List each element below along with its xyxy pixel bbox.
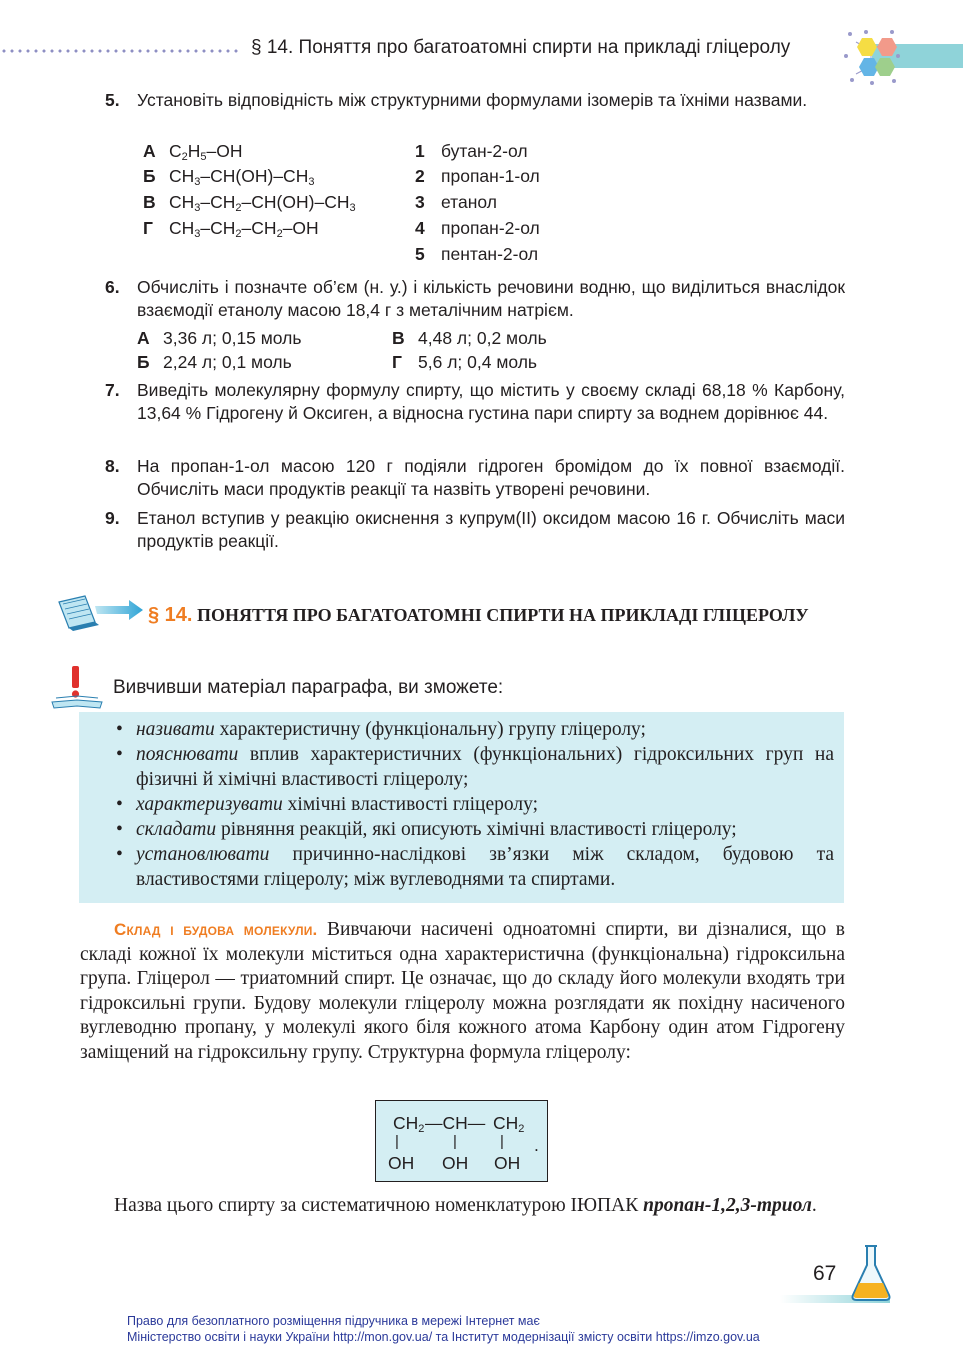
exercise-text: Установіть відповідність між структурними формулами ізомерів та їхніми назвами. <box>137 90 808 110</box>
list-item: • називати характеристичну (функціональну) групу гліцеролу; <box>114 717 834 742</box>
exercise-6 <box>105 276 845 322</box>
list-item: • пояснювати вплив характеристичних (функціональних) гідроксильних груп на фізичні й хімічні властивості гліцеролу; <box>114 742 834 792</box>
formula-b: $CH_3-CH(OH)-CH_3$ <box>169 166 315 188</box>
iupac-name: пропан-1,2,3-триол <box>643 1195 812 1216</box>
page-number: 67 <box>813 1262 837 1285</box>
section-heading <box>148 602 848 630</box>
exercise-text: Етанол вступив у реакцію окиснення з купрум(ІІ) оксидом масою 16 г. Обчисліть маси продуктів реакції. <box>137 508 845 551</box>
exercise-text: На пропан-1-ол масою 120 г подіяли гідроген бромідом до їх повної взаємодії. Обчисліть маси продуктів реакції та назвіть утворені речовини. <box>137 456 845 499</box>
list-item: • установлювати причинно-наслідкові зв’язки між складом, будовою та властивостями гліцеролу; між вуглеводнями та спиртами. <box>114 842 834 892</box>
list-item: • характеризувати хімічні властивості гліцеролу; <box>114 792 834 817</box>
answer-option-g: Г 5,6 л; 0,4 моль <box>392 352 538 372</box>
answer-option-a: А 3,36 л; 0,15 моль <box>137 328 302 348</box>
formula-ch2-left: $CH_2$ <box>393 1113 425 1135</box>
exercise-number: 6. <box>105 277 120 297</box>
flask-icon <box>848 1243 894 1303</box>
section-number: § 14. <box>148 604 193 626</box>
molecule-icon <box>842 28 900 86</box>
exercise-5 <box>105 89 845 112</box>
exercise-number: 5. <box>105 90 120 110</box>
exercise-9 <box>105 507 845 553</box>
formula-a: $C_2H_5-OH$ <box>169 141 243 163</box>
answer-option-v: В 4,48 л; 0,2 моль <box>392 328 547 348</box>
glycerol-structural-formula <box>375 1100 548 1182</box>
running-header: § 14. Поняття про багатоатомні спирти на прикладі гліцеролу <box>251 37 791 58</box>
formula-oh: OH <box>442 1153 469 1173</box>
formula-period: . <box>534 1135 539 1155</box>
answer-option-b: Б 2,24 л; 0,1 моль <box>137 352 292 372</box>
body-paragraph-1: Склад і будова молекули. Вивчаючи насичені одноатомні спирти, ви дізналися, що в складі кожної їх молекули міститься одна характеристична (функціональна) гідроксильна група. Гліцерол — триатомний спирт. Це означає, що до складу його молекули входять три гідроксильні групи. Будову молекули гліцеролу можна розглядати як похідну насиченого вуглеводню пропану, у молекулі якого біля кожного атома Карбону один атом Гідрогену заміщений на гідроксильну групу. Структурна формула гліцеролу: <box>80 919 845 1063</box>
footer-line-2: Міністерство освіти і науки України http://mon.gov.ua/ та Інститут модернізації змісту освіти https://imzo.gov.ua <box>127 1330 760 1344</box>
match-right-3: 3 етанол <box>415 192 497 212</box>
exercise-number: 7. <box>105 380 120 400</box>
match-left-v: В $CH_3-CH_2-CH(OH)-CH_3$ <box>143 192 356 214</box>
paragraph-lead: Склад і будова молекули. <box>114 920 318 939</box>
exclamation-book-icon <box>50 664 108 710</box>
formula-bond: | <box>395 1133 399 1150</box>
match-right-1: 1 бутан-2-ол <box>415 141 528 161</box>
match-right-4: 4 пропан-2-ол <box>415 218 540 238</box>
header-dotted-line <box>0 49 238 53</box>
formula-bond: | <box>500 1133 504 1150</box>
exercise-number: 8. <box>105 456 120 476</box>
objectives-list <box>114 717 834 892</box>
formula-bond: | <box>453 1133 457 1150</box>
footer-line-1: Право для безоплатного розміщення підручника в мережі Інтернет має <box>127 1314 540 1328</box>
list-item: • складати рівняння реакцій, які описують хімічні властивості гліцеролу; <box>114 817 834 842</box>
exercise-number: 9. <box>105 508 120 528</box>
exercise-text: Обчисліть і позначте об’єм (н. у.) і кількість речовини водню, що виділиться внаслідок взаємодії етанолу масою 18,4 г з металічним натрієм. <box>137 277 845 320</box>
footer-copyright <box>127 1313 760 1345</box>
formula-g: $CH_3-CH_2-CH_2-OH$ <box>169 218 319 240</box>
formula-v: $CH_3-CH_2-CH(OH)-CH_3$ <box>169 192 356 214</box>
formula-ch2-right: $CH_2$ <box>493 1113 525 1135</box>
match-right-5: 5 пентан-2-ол <box>415 244 539 264</box>
book-arrow-icon <box>55 592 145 632</box>
match-right-2: 2 пропан-1-ол <box>415 166 540 186</box>
formula-oh: OH <box>388 1153 415 1173</box>
match-left-b: Б $CH_3-CH(OH)-CH_3$ <box>143 166 315 188</box>
body-paragraph-2: Назва цього спирту за систематичною номенклатурою ІЮПАК пропан-1,2,3-триол. <box>114 1195 817 1216</box>
formula-oh: OH <box>494 1153 521 1173</box>
match-left-g: Г $CH_3-CH_2-CH_2-OH$ <box>143 218 319 240</box>
exercise-text: Виведіть молекулярну формулу спирту, що містить у своєму складі 68,18 % Карбону, 13,64 % Гідрогену й Оксиген, а відносна густина пари спирту за воднем дорівнює 44. <box>137 380 845 423</box>
objectives-intro: Вивчивши матеріал параграфа, ви зможете: <box>113 677 504 698</box>
match-left-a: А $C_2H_5-OH$ <box>143 141 243 163</box>
exercise-8 <box>105 455 845 501</box>
formula-ch-mid: —CH— <box>425 1113 486 1133</box>
exercise-7 <box>105 379 845 425</box>
section-title: ПОНЯТТЯ ПРО БАГАТОАТОМНІ СПИРТИ НА ПРИКЛАДІ ГЛІЦЕРОЛУ <box>196 605 809 625</box>
